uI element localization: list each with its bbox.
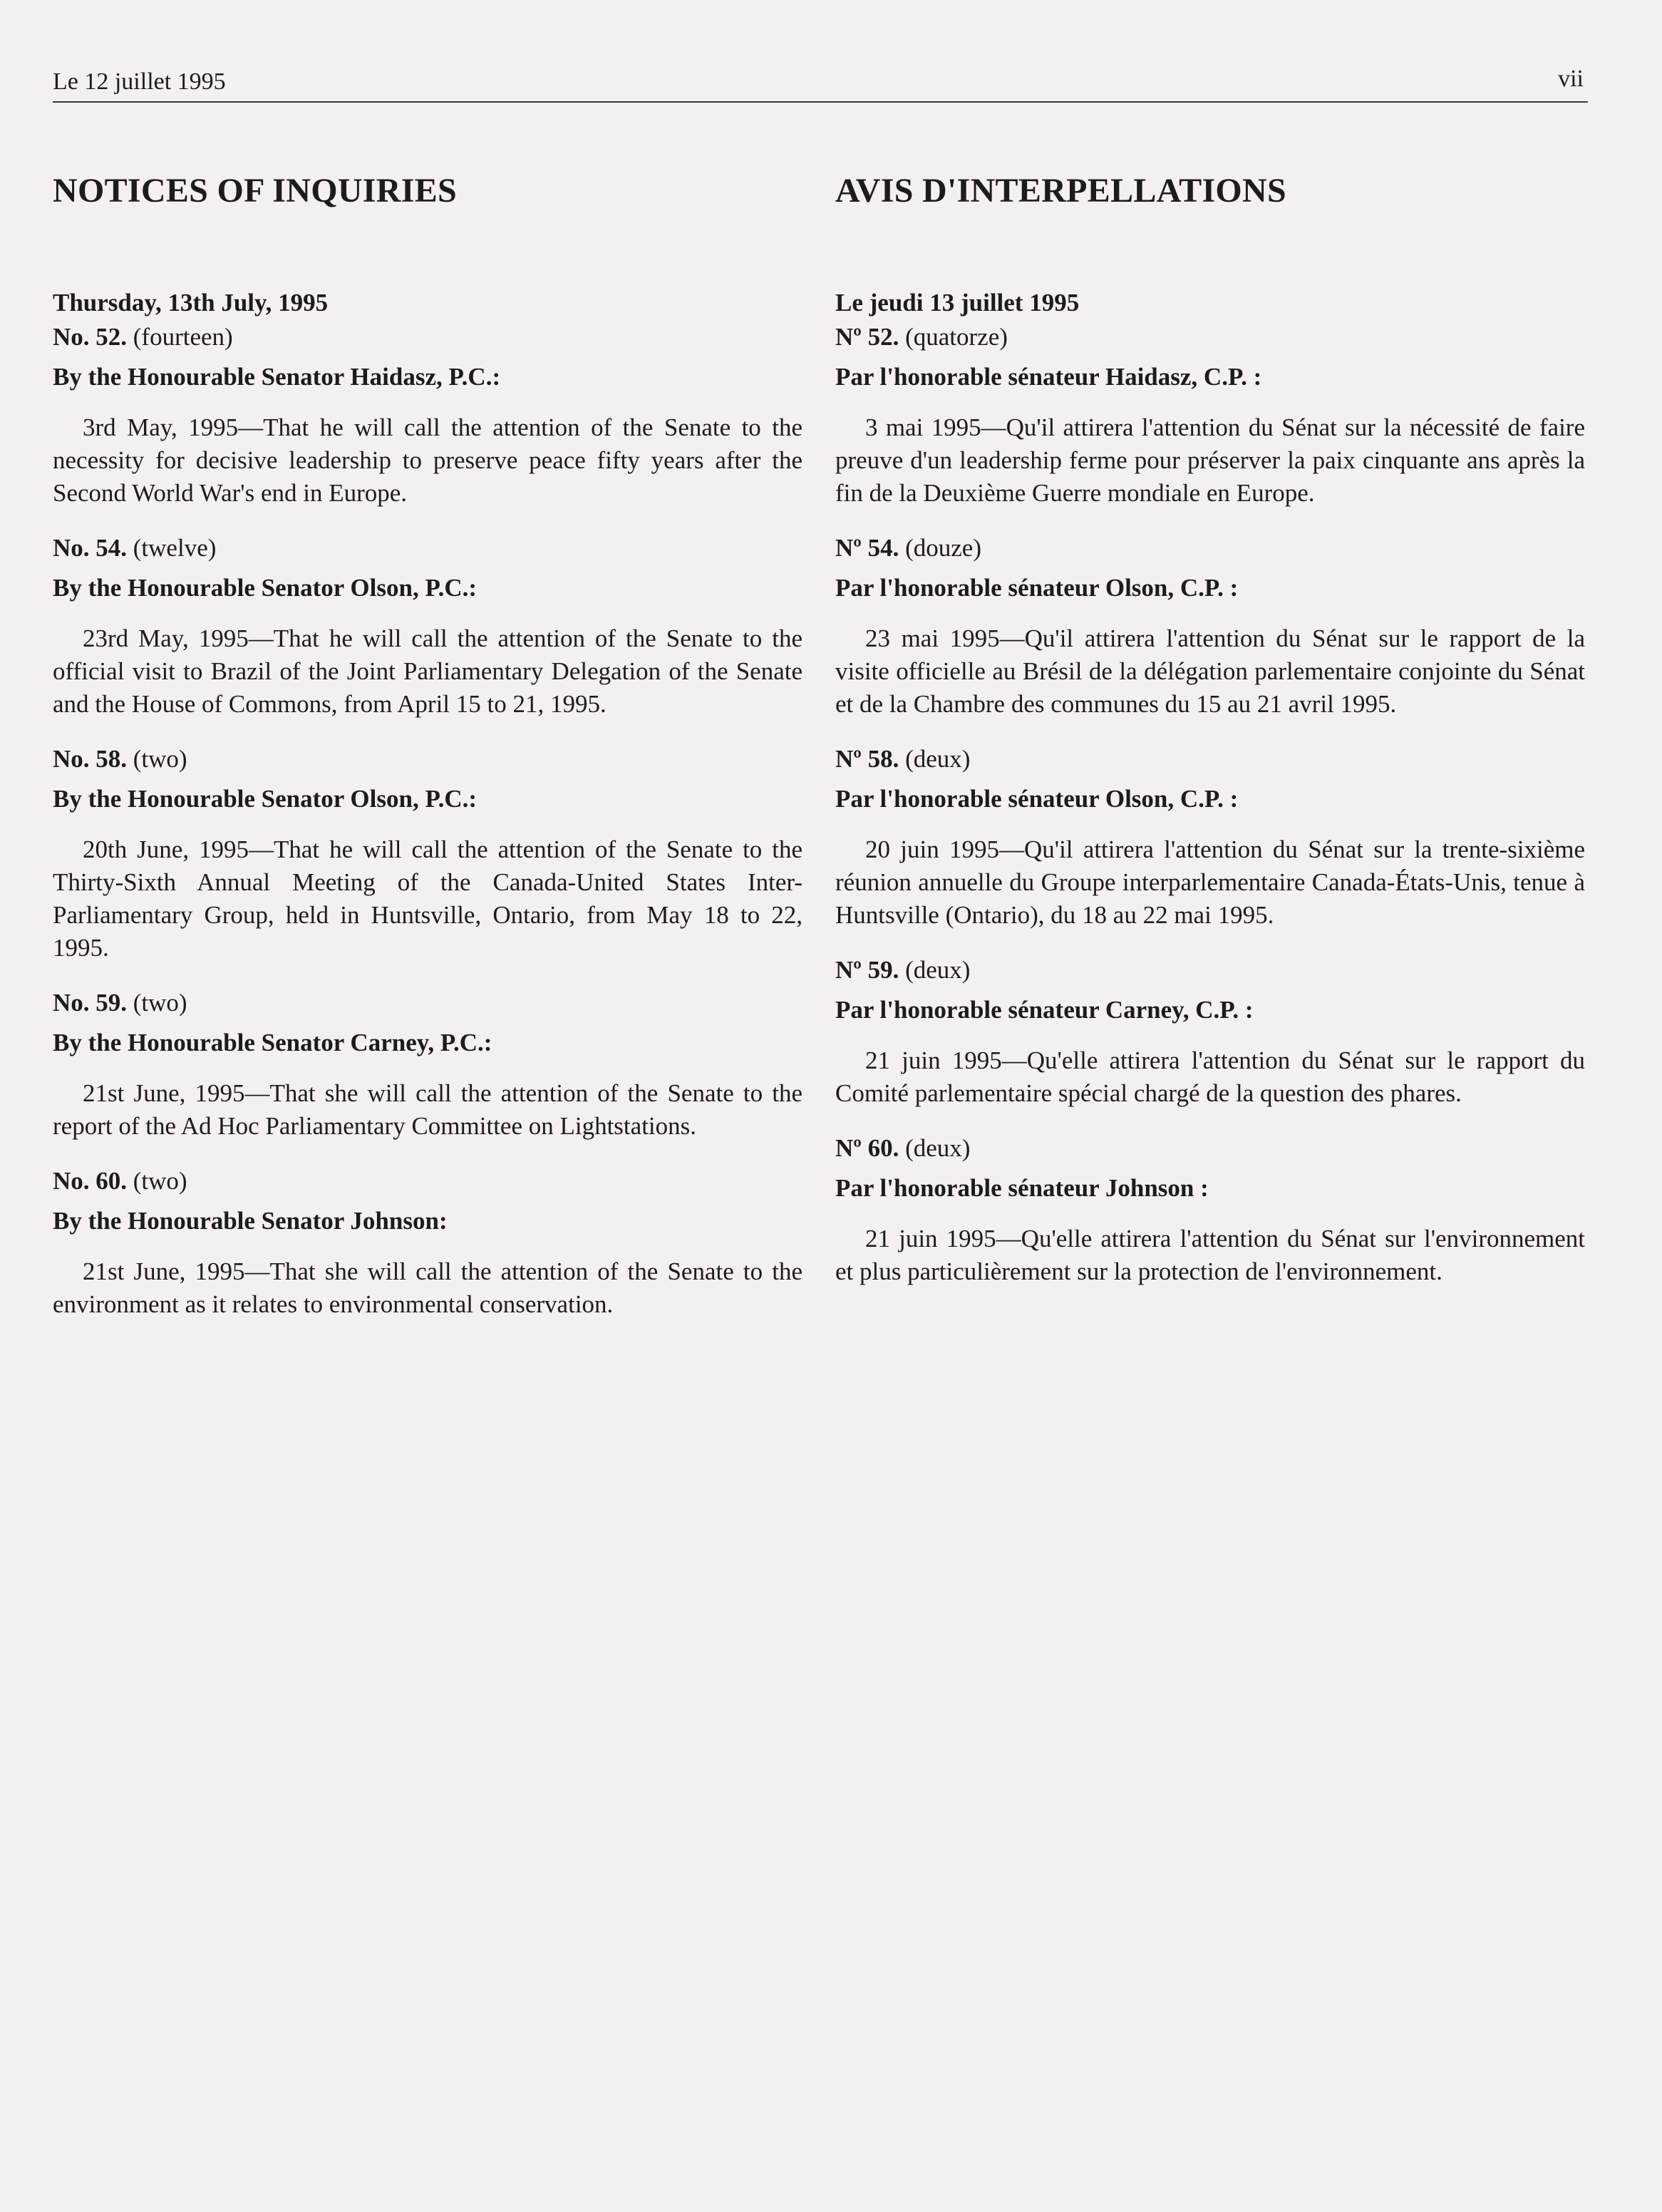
notice-french xyxy=(835,534,1585,721)
notice-text: 23rd May, 1995—That he will call the attention of the Senate to the official visit to Brazil of the Joint Parliamentary Delegation of the Senate and the House of Commons, from April 15 to 21, 1995. xyxy=(53,624,802,718)
notice-text: 21 juin 1995—Qu'elle attirera l'attention du Sénat sur l'environnement et plus particulièrement sur la protection de l'environnement. xyxy=(835,1225,1585,1285)
notice-sponsor: Par l'honorable sénateur Johnson : xyxy=(835,1174,1209,1202)
notice-number: Nº 54. (douze) xyxy=(835,534,981,562)
notice-sponsor: By the Honourable Senator Olson, P.C.: xyxy=(53,785,478,813)
notice-french xyxy=(835,956,1585,1110)
notice-text: 23 mai 1995—Qu'il attirera l'attention du Sénat sur le rapport de la visite officielle au Brésil de la délégation parlementaire conjointe du Sénat et de la Chambre des communes du 15 au 21 avril 1995. xyxy=(835,624,1585,718)
notice-number: No. 54. (twelve) xyxy=(53,534,217,562)
notice-sponsor: By the Honourable Senator Carney, P.C.: xyxy=(53,1029,492,1056)
notice-number: No. 59. (two) xyxy=(53,989,187,1017)
notice-sponsor: Par l'honorable sénateur Olson, C.P. : xyxy=(835,785,1239,813)
notice-number: Nº 58. (deux) xyxy=(835,745,971,773)
notice-text: 3 mai 1995—Qu'il attirera l'attention du Sénat sur la nécessité de faire preuve d'un leadership ferme pour préserver la paix cinquante ans après la fin de la Deuxième Guerre mondiale en Europe. xyxy=(835,413,1585,507)
running-header xyxy=(53,66,1588,103)
notice-text: 3rd May, 1995—That he will call the attention of the Senate to the necessity for decisive leadership to preserve peace fifty years after the Second World War's end in Europe. xyxy=(53,413,802,507)
english-column xyxy=(53,171,802,1345)
notice-number: Nº 60. (deux) xyxy=(835,1134,971,1162)
notice-sponsor: Par l'honorable sénateur Olson, C.P. : xyxy=(835,574,1239,602)
notice-text: 20 juin 1995—Qu'il attirera l'attention du Sénat sur la trente-sixième réunion annuelle du Groupe interparlementaire Canada-États-Unis, tenue à Huntsville (Ontario), du 18 au 22 mai 1995. xyxy=(835,835,1585,929)
french-column xyxy=(835,171,1585,1312)
notice-text: 20th June, 1995—That he will call the attention of the Senate to the Thirty-Sixth Annual Meeting of the Canada-United States Inter-Parliamentary Group, held in Huntsville, Ontario, from May 18 to 22, 1995. xyxy=(53,835,802,962)
notice-french xyxy=(835,745,1585,932)
page-number: vii xyxy=(1558,66,1584,92)
notice-sponsor: By the Honourable Senator Johnson: xyxy=(53,1207,448,1235)
notice-number: No. 58. (two) xyxy=(53,745,187,773)
notice-english xyxy=(53,989,802,1143)
notice-french xyxy=(835,1134,1585,1288)
notice-number: Nº 52. (quatorze) xyxy=(835,323,1008,351)
notice-sponsor: Par l'honorable sénateur Carney, C.P. : xyxy=(835,996,1254,1024)
header-date: Le 12 juillet 1995 xyxy=(53,68,226,95)
notice-text: 21 juin 1995—Qu'elle attirera l'attention du Sénat sur le rapport du Comité parlementaire spécial chargé de la question des phares. xyxy=(835,1046,1585,1107)
notice-text: 21st June, 1995—That she will call the attention of the Senate to the environment as it relates to environmental conservation. xyxy=(53,1257,802,1318)
notice-french xyxy=(835,323,1585,510)
sitting-date-french: Le jeudi 13 juillet 1995 xyxy=(835,289,1080,317)
notice-number: No. 60. (two) xyxy=(53,1167,187,1195)
notice-sponsor: By the Honourable Senator Haidasz, P.C.: xyxy=(53,363,501,391)
section-title-english: NOTICES OF INQUIRIES xyxy=(53,172,458,210)
notice-english xyxy=(53,323,802,510)
notice-english xyxy=(53,745,802,964)
notice-sponsor: Par l'honorable sénateur Haidasz, C.P. : xyxy=(835,363,1262,391)
notice-english xyxy=(53,1167,802,1321)
section-title-french: AVIS D'INTERPELLATIONS xyxy=(835,172,1287,210)
notice-number: Nº 59. (deux) xyxy=(835,956,971,984)
notice-english xyxy=(53,534,802,721)
sitting-date-english: Thursday, 13th July, 1995 xyxy=(53,289,329,317)
notice-sponsor: By the Honourable Senator Olson, P.C.: xyxy=(53,574,478,602)
notice-number: No. 52. (fourteen) xyxy=(53,323,233,351)
notice-text: 21st June, 1995—That she will call the attention of the Senate to the report of the Ad Hoc Parliamentary Committee on Lightstations. xyxy=(53,1079,802,1140)
